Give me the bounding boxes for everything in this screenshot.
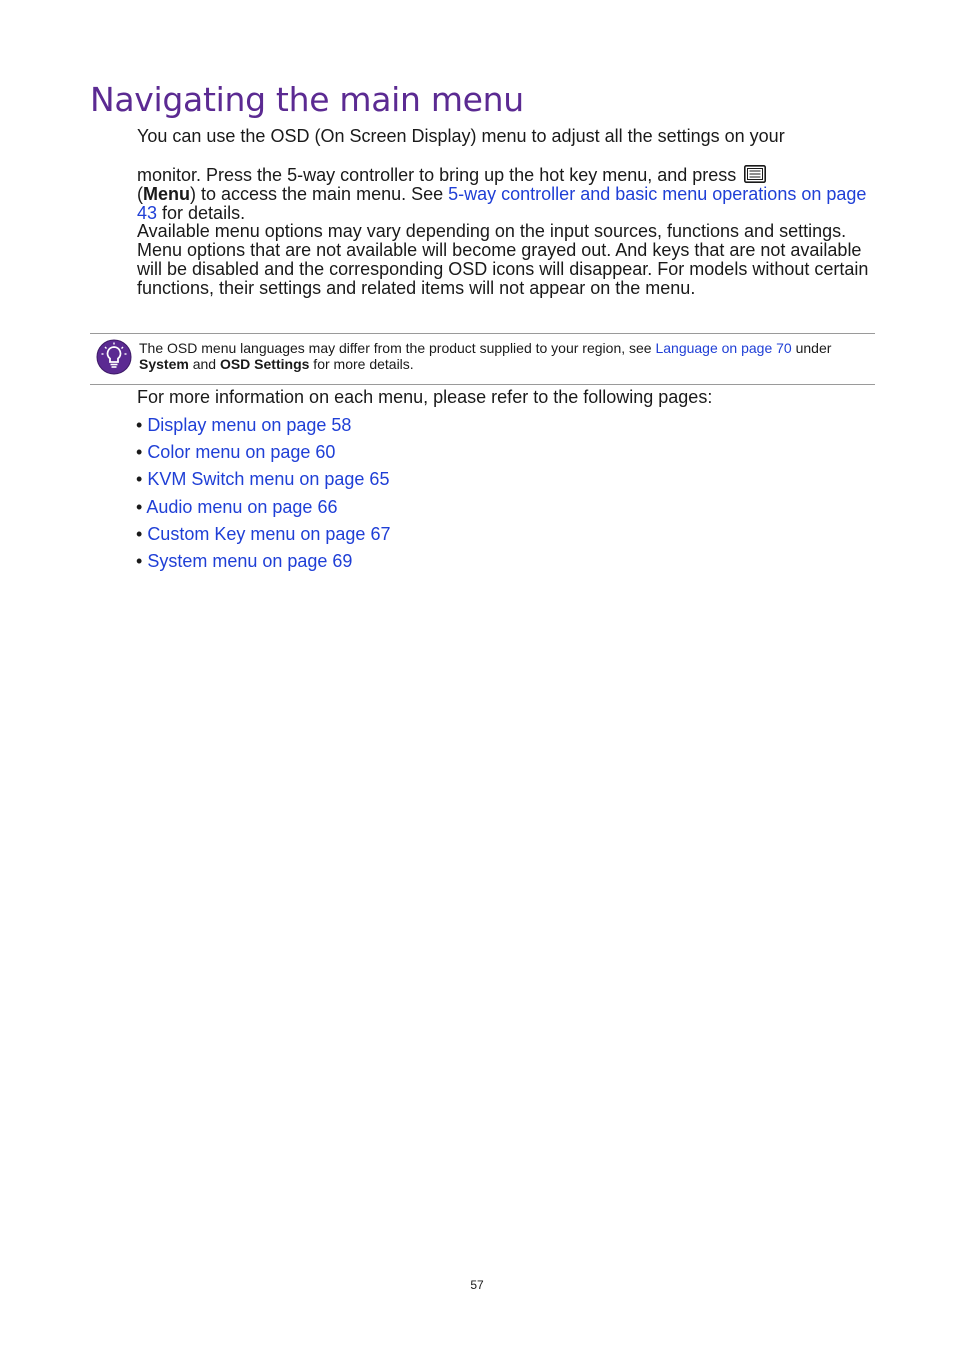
availability-paragraph: Available menu options may vary depending on the input sources, functions and settings. Menu options that are not available will become grayed out. And keys that are not available will be disabled and the corresponding OSD icons will disappear. For models without certain functions, their settings and related items will not appear on the menu. [137,221,869,298]
note-after: for more details. [309,356,414,372]
open-paren: ( [137,184,143,204]
more-info-text: For more information on each menu, please refer to the following pages: [137,387,713,407]
note-and: and [188,356,220,372]
note-system: System [139,356,189,372]
note-osd-settings: OSD Settings [219,356,310,372]
menu-link-list [136,415,390,578]
link-custom-key-menu[interactable]: Custom Key menu on page 67 [147,523,391,544]
link-display-menu[interactable]: Display menu on page 58 [147,415,352,435]
menu-label: Menu [143,184,190,204]
link-color-menu[interactable]: Color menu on page 60 [147,442,336,463]
page-number: 57 [470,1278,484,1292]
bullet: • [136,442,148,463]
page-title: Navigating the main menu [90,80,524,119]
note-text [139,340,869,372]
intro-line-1: You can use the OSD (On Screen Display) menu to adjust all the settings on your [137,126,785,146]
menu-key-icon [744,165,766,183]
intro-after-link: for details. [157,203,246,223]
bullet: • [136,550,148,571]
link-kvm-switch-menu[interactable]: KVM Switch menu on page 65 [147,469,390,490]
link-5-way-controller[interactable]: 5-way controller and basic menu operations on page 43 [137,184,867,223]
note-under: under [791,340,832,356]
link-system-menu[interactable]: System menu on page 69 [147,550,353,571]
list-item [136,415,390,442]
bullet: • [136,415,148,435]
bullet: • [136,523,148,544]
bullet: • [136,496,147,517]
note-box [90,333,875,385]
list-item [136,551,390,578]
list-item [136,524,390,551]
link-audio-menu[interactable]: Audio menu on page 66 [146,496,338,517]
list-item [136,442,390,469]
intro-after-menu: ) to access the main menu. See [190,184,449,204]
list-item [136,469,390,496]
lightbulb-icon [96,339,132,375]
intro-paragraph [137,127,877,223]
intro-line-2: monitor. Press the 5-way controller to bring up the hot key menu, and press [137,165,737,185]
note-before-link: The OSD menu languages may differ from the product supplied to your region, see [139,340,656,356]
list-item [136,497,390,524]
bullet: • [136,469,148,490]
link-language[interactable]: Language on page 70 [655,340,792,356]
